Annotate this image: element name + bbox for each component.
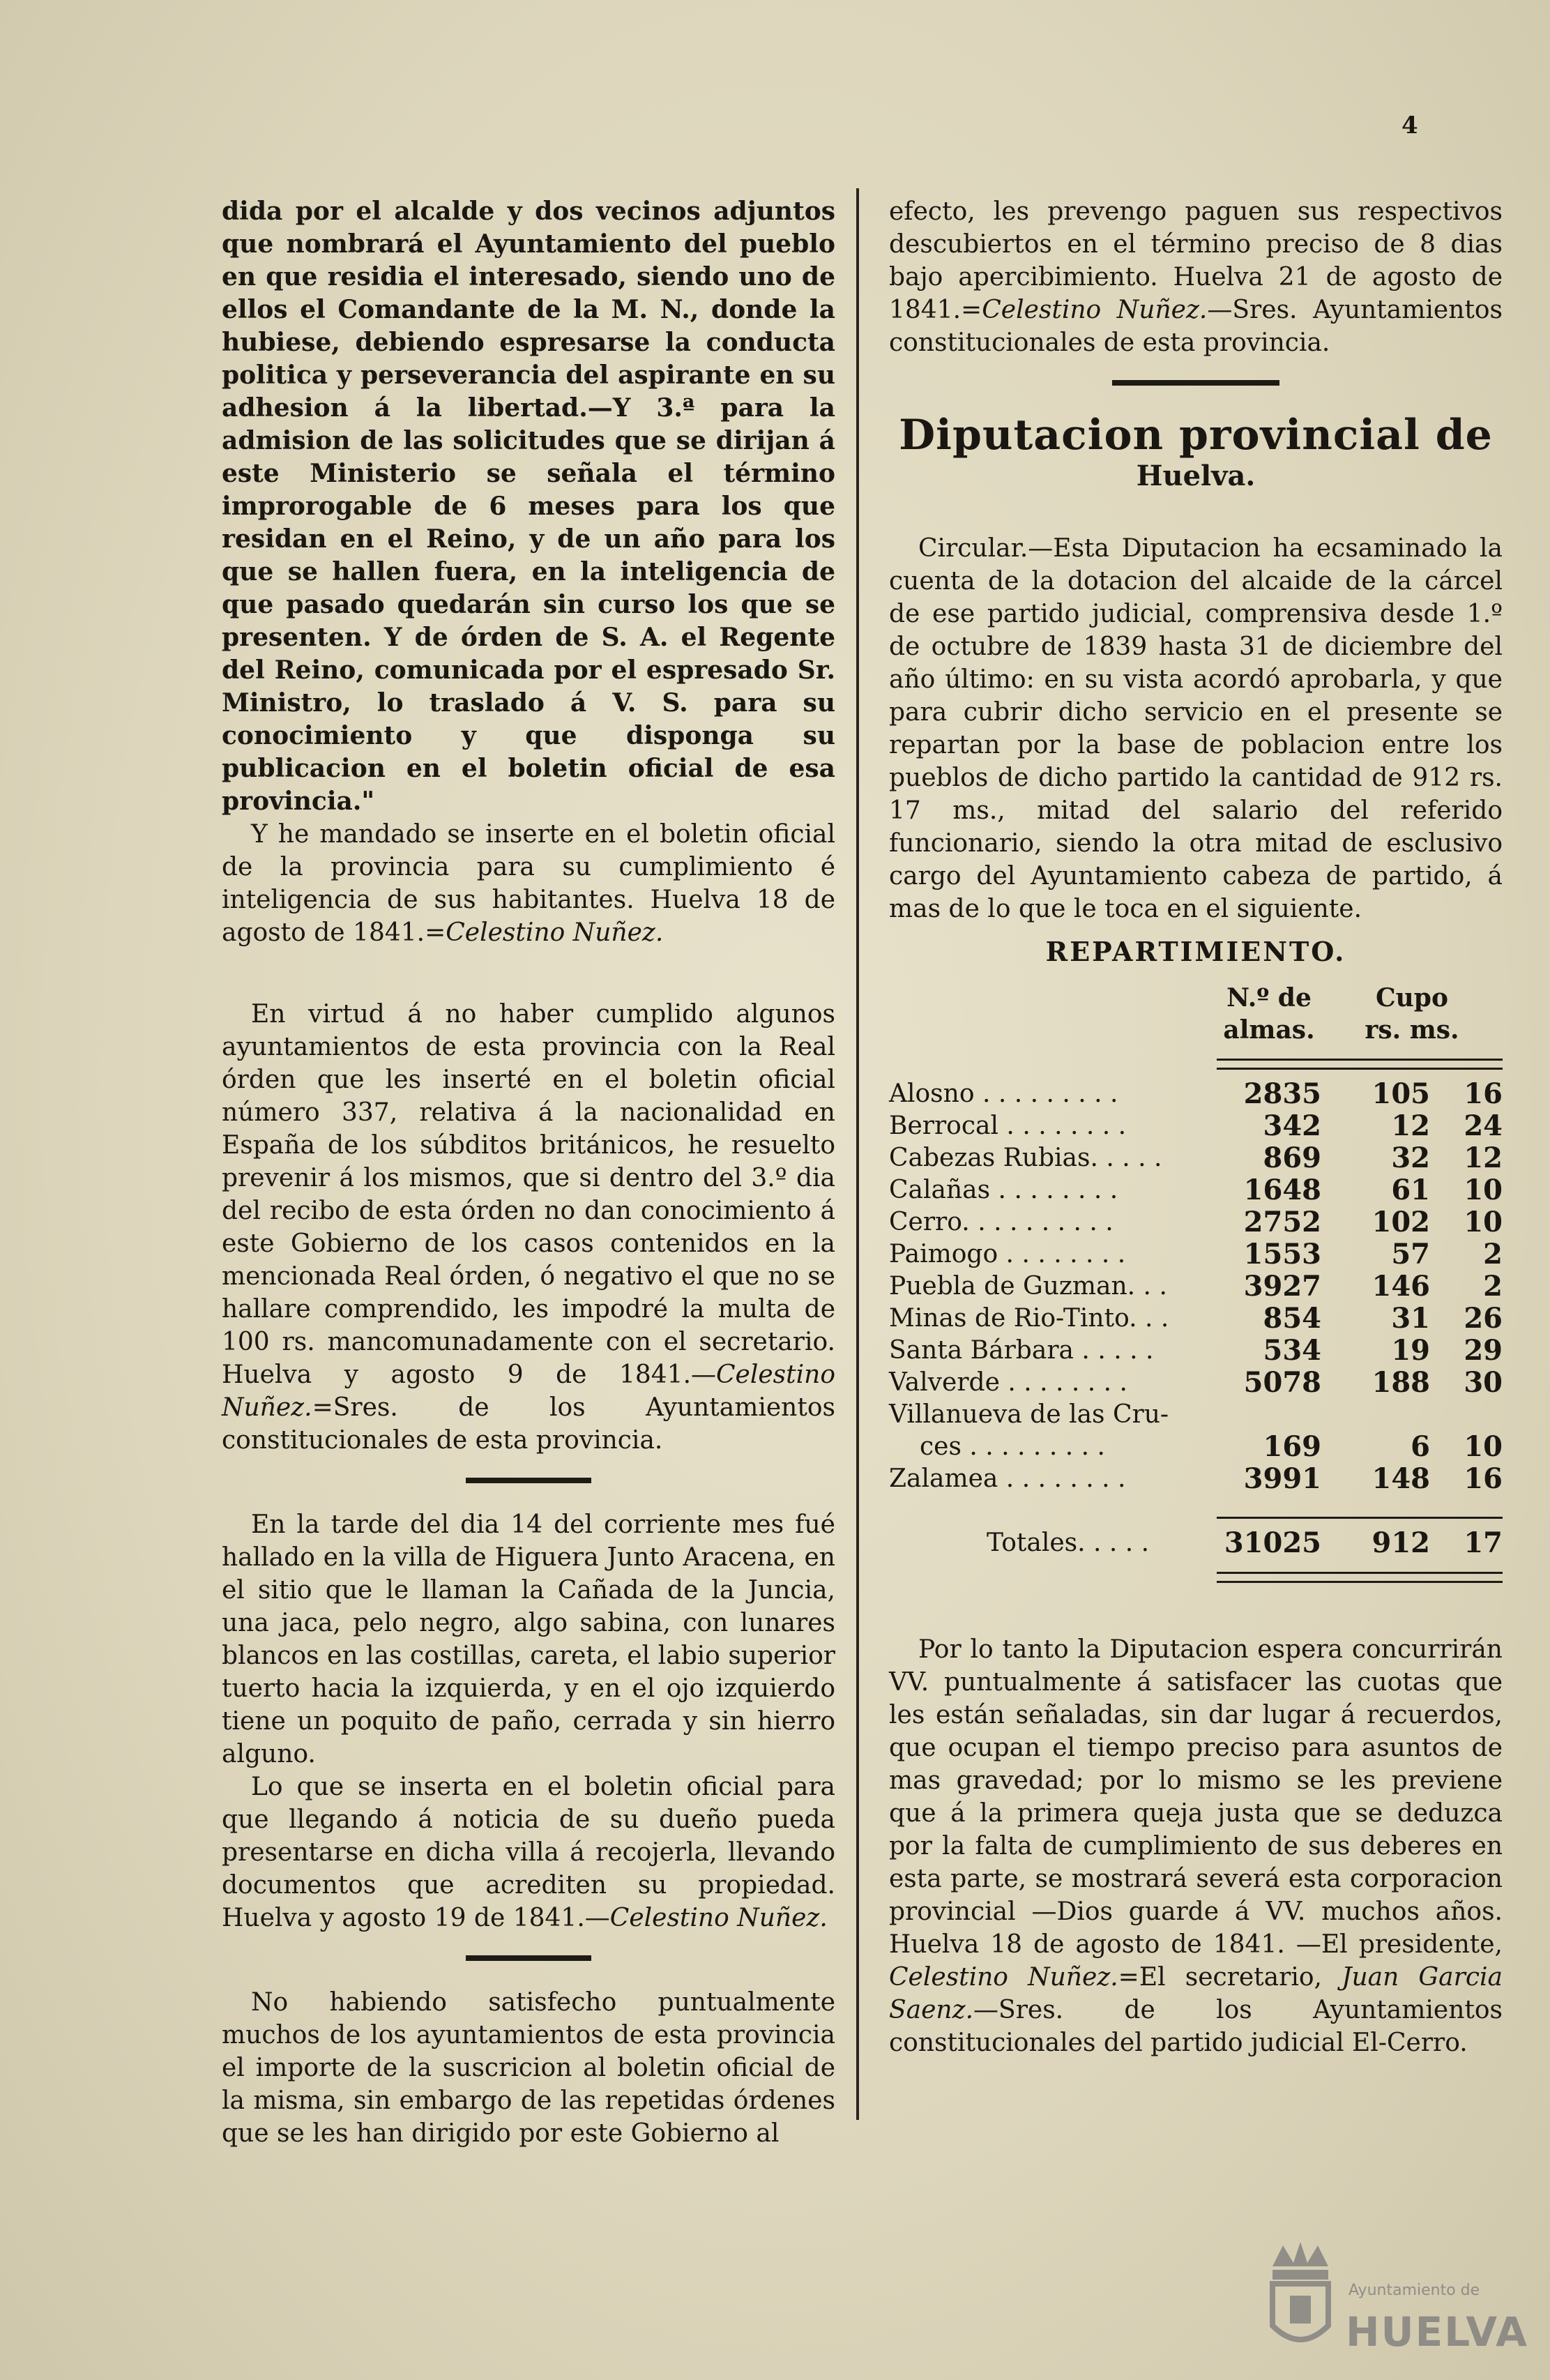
rs-value: 146 [1372,1270,1430,1303]
town-name: Santa Bárbara . . . . . [889,1336,1154,1365]
town-name: Valverde . . . . . . . . [889,1368,1127,1397]
town-name: ces . . . . . . . . . [920,1432,1105,1461]
almas-value: 5078 [1243,1366,1321,1399]
town-name: Paimogo . . . . . . . . [889,1240,1126,1268]
watermark-big-text: HUELVA [1346,2308,1529,2356]
almas-value: 3927 [1243,1270,1321,1303]
table-row [889,1271,1503,1303]
table-row [889,1078,1503,1110]
almas-value: 1553 [1243,1238,1321,1271]
col-cupo-header-2: rs. ms. [1365,1015,1459,1045]
circular-paragraph: Circular.—Esta Diputacion ha ecsaminado la cuenta de la dotacion del alcaide de la cárcel de ese partido judicial, comprensiva desde 1.º de octubre de 1839 hasta 31 de diciembre del año último: en su vista acordó aprobarla, y que para cubrir dicho servicio en el presente se repartan por la base de poblacion entre los pueblos de dicho partido la cantidad de 912 rs. 17 ms., mitad del salario del referido funcionario, siendo la otra mitad de esclusivo cargo del Ayuntamiento cabeza de partido, á mas de lo que le toca en el siguiente. [889,534,1503,923]
left-paragraph-4: En la tarde del dia 14 del corriente mes fué hallado en la villa de Higuera Junto Aracena, en el sitio que le llaman la Cañada de la Juncia, una jaca, pelo negro, algo sabina, con lunares blancos en las costillas, careta, el labio superior tuerto hacia la izquierda, y en el ojo izquierdo tiene un poquito de paño, cerrada y sin hierro alguno. [222,1510,835,1768]
ms-value: 2 [1483,1270,1503,1303]
table-row [889,1431,1503,1463]
town-name: Cabezas Rubias. . . . . [889,1144,1162,1172]
left-paragraph-5-signature: Celestino Nuñez. [609,1904,828,1932]
table-row [889,1335,1503,1367]
final-signature-secretary: Juan Garcia Saenz. [889,1963,1503,2024]
col-almas-header-2: almas. [1223,1015,1315,1045]
ms-value: 10 [1464,1206,1503,1238]
table-row [889,1238,1503,1271]
town-name: Alosno . . . . . . . . . [889,1079,1118,1108]
page-number: 4 [1401,112,1418,139]
almas-value: 2752 [1243,1206,1321,1238]
ms-value: 24 [1464,1109,1503,1142]
total-almas: 31025 [1224,1526,1321,1559]
left-paragraph-1: dida por el alcalde y dos vecinos adjuntos que nombrará el Ayuntamiento del pueblo en que residia el interesado, siendo uno de ellos el Comandante de la M. N., donde la hubiese, debiendo espresarse la conducta politica y perseverancia del aspirante en su adhesion á la libertad.—Y 3.ª para la admision de las solicitudes que se dirijan á este Ministerio se señala el término improrogable de 6 meses para los que residan en el Reino, y de un año para los que se hallen fuera, en la inteligencia de que pasado quedarán sin curso los que se presenten. Y de órden de S. A. el Regente del Reino, comunicada por el espresado Sr. Ministro, lo traslado á V. S. para su conocimiento y que disponga su publicacion en el boletin oficial de esa provincia." [222,197,835,816]
ms-value: 16 [1464,1077,1503,1110]
almas-value: 169 [1263,1430,1321,1463]
final-paragraph-tail: —Sres. de los Ayuntamientos constitucionales del partido judicial El-Cerro. [889,1996,1503,2057]
town-name: Villanueva de las Cru- [889,1400,1169,1429]
table-row [889,1399,1503,1431]
rs-value: 6 [1411,1430,1430,1463]
left-paragraph-6: No habiendo satisfecho puntualmente muchos de los ayuntamientos de esta provincia el importe de la suscricion al boletin oficial de la misma, sin embargo de las repetidas órdenes que se les han dirigido por este Gobierno al [222,1988,835,2148]
ms-value: 12 [1464,1142,1503,1174]
separator-rule [466,1478,591,1483]
section-subheading: Huelva. [1136,460,1256,492]
crown-shield-icon [1262,2238,1339,2357]
totals-label: Totales. . . . . [987,1529,1150,1557]
town-name: Berrocal . . . . . . . . [889,1112,1127,1140]
section-heading: Diputacion provincial de [899,411,1493,460]
rs-value: 19 [1391,1334,1430,1367]
almas-value: 854 [1263,1302,1321,1335]
rs-value: 105 [1372,1077,1430,1110]
left-column [222,195,835,2150]
left-paragraph-3-tail: =Sres. de los Ayuntamientos constitucionales de esta provincia. [222,1393,835,1455]
table-row [889,1463,1503,1495]
left-paragraph-3 [222,998,835,1457]
left-paragraph-5 [222,1771,835,1934]
table-row [889,1142,1503,1174]
rs-value: 148 [1372,1462,1430,1495]
totals-row [889,1527,1503,1559]
ms-value: 16 [1464,1462,1503,1495]
right-paragraph-1-signature: Celestino Nuñez. [982,296,1208,324]
left-paragraph-2-signature: Celestino Nuñez. [446,918,664,947]
rs-value: 102 [1372,1206,1430,1238]
table-row [889,1206,1503,1238]
left-paragraph-3-signature: Celestino Nuñez. [222,1360,835,1422]
ms-value: 10 [1464,1174,1503,1206]
town-name: Puebla de Guzman. . . [889,1272,1167,1301]
repartimiento-table [889,982,1503,1591]
watermark-small-text: Ayuntamiento de [1348,2282,1480,2299]
rs-value: 188 [1372,1366,1430,1399]
ms-value: 26 [1464,1302,1503,1335]
left-paragraph-2 [222,818,835,949]
left-paragraph-5-text: Lo que se inserta en el boletin oficial para que llegando á noticia de su dueño pueda presentarse en dicha villa á recojerla, llevando documentos que acrediten su propiedad. Huelva y agosto 19 de 1841.— [222,1773,835,1932]
rs-value: 61 [1391,1174,1430,1206]
almas-value: 3991 [1243,1462,1321,1495]
table-row [889,1110,1503,1142]
table-header-row [889,1014,1503,1046]
almas-value: 534 [1263,1334,1321,1367]
almas-value: 869 [1263,1142,1321,1174]
rs-value: 57 [1391,1238,1430,1271]
town-name: Cerro. . . . . . . . . . [889,1208,1114,1236]
table-header-row [889,982,1503,1014]
town-name: Zalamea . . . . . . . . [889,1464,1126,1493]
final-paragraph-text: Por lo tanto la Diputacion espera concurrirán VV. puntualmente á satisfacer las cuotas que les están señaladas, sin dar lugar á recuerdos, que ocupan el tiempo preciso para asuntos de mas gravedad; por lo mismo se les previene que á la primera queja justa que se deduzca por la falta de cumplimiento de sus deberes en esta parte, se mostrará severá esta corporacion provincial —Dios guarde á VV. muchos años. Huelva 18 de agosto de 1841. —El presidente, [889,1635,1503,1959]
table-row [889,1367,1503,1399]
final-paragraph-mid: =El secretario, [1118,1963,1342,1992]
right-column [889,195,1503,2059]
total-ms: 17 [1464,1526,1503,1559]
rs-value: 31 [1391,1302,1430,1335]
separator-rule [1112,380,1279,386]
left-paragraph-3-text: En virtud á no haber cumplido algunos ayuntamientos de esta provincia con la Real órden que les inserté en el boletin oficial número 337, relativa á la nacionalidad en España de los súbditos británicos, he resuelto prevenir á los mismos, que si dentro del 3.º dia del recibo de esta órden no dan conocimiento á este Gobierno de los casos contenidos en la mencionada Real órden, ó negativo el que no se hallare comprendido, les impodré la multa de 100 rs. mancomunadamente con el secretario. Huelva y agosto 9 de 1841.— [222,1000,835,1389]
table-row [889,1174,1503,1206]
almas-value: 1648 [1243,1174,1321,1206]
repartimiento-title: REPARTIMIENTO. [1045,936,1346,967]
separator-rule [466,1955,591,1961]
right-paragraph-1-text: efecto, les prevengo paguen sus respectivos descubiertos en el término preciso de 8 dias bajo apercibimiento. Huelva 21 de agosto de 1841.= [889,197,1503,324]
final-paragraph [889,1633,1503,2059]
town-name: Calañas . . . . . . . . [889,1176,1118,1204]
col-almas-header-1: N.º de [1226,983,1312,1013]
ms-value: 2 [1483,1238,1503,1271]
final-signature-president: Celestino Nuñez. [889,1963,1118,1992]
col-cupo-header-1: Cupo [1375,983,1448,1013]
almas-value: 2835 [1243,1077,1321,1110]
ms-value: 30 [1464,1366,1503,1399]
watermark-logo [1262,2238,1527,2364]
right-paragraph-1 [889,195,1503,359]
ms-value: 29 [1464,1334,1503,1367]
rs-value: 12 [1391,1109,1430,1142]
right-paragraph-1-tail: —Sres. Ayuntamientos constitucionales de esta provincia. [889,296,1503,357]
almas-value: 342 [1263,1109,1321,1142]
left-paragraph-2-text: Y he mandado se inserte en el boletin oficial de la provincia para su cumplimiento é inteligencia de sus habitantes. Huelva 18 de agosto de 1841.= [222,820,835,947]
column-divider [856,188,859,2120]
town-name: Minas de Rio-Tinto. . . [889,1304,1169,1333]
total-rs: 912 [1372,1526,1430,1559]
table-row [889,1303,1503,1335]
ms-value: 10 [1464,1430,1503,1463]
rs-value: 32 [1391,1142,1430,1174]
